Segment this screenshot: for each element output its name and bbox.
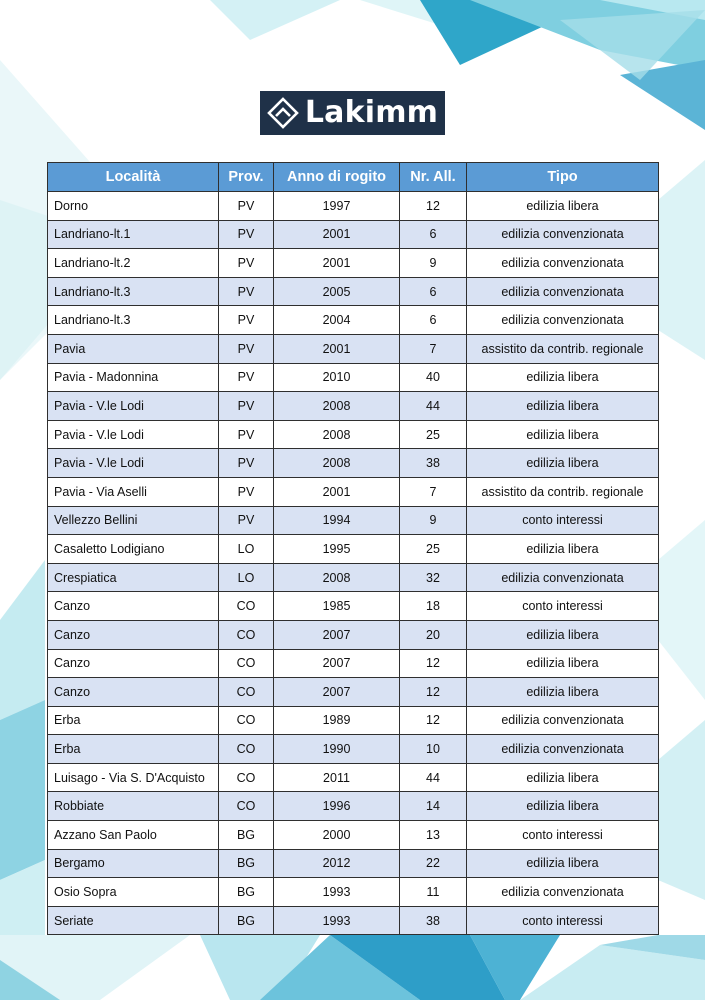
table-header bbox=[48, 163, 659, 192]
table-row bbox=[48, 392, 659, 421]
cell-prov: PV bbox=[219, 277, 274, 306]
cell-anno: 2008 bbox=[274, 392, 400, 421]
cell-tipo: edilizia libera bbox=[467, 449, 659, 478]
cell-nr-all: 38 bbox=[400, 906, 467, 935]
cell-tipo: edilizia libera bbox=[467, 849, 659, 878]
cell-prov: BG bbox=[219, 849, 274, 878]
cell-nr-all: 40 bbox=[400, 363, 467, 392]
cell-anno: 2011 bbox=[274, 763, 400, 792]
cell-prov: BG bbox=[219, 821, 274, 850]
cell-nr-all: 13 bbox=[400, 821, 467, 850]
cell-anno: 1995 bbox=[274, 535, 400, 564]
cell-tipo: edilizia libera bbox=[467, 649, 659, 678]
cell-nr-all: 10 bbox=[400, 735, 467, 764]
cell-nr-all: 6 bbox=[400, 220, 467, 249]
table-row bbox=[48, 506, 659, 535]
cell-prov: LO bbox=[219, 563, 274, 592]
brand-logo bbox=[260, 91, 445, 135]
cell-tipo: edilizia libera bbox=[467, 763, 659, 792]
cell-tipo: assistito da contrib. regionale bbox=[467, 477, 659, 506]
cell-localita: Dorno bbox=[48, 192, 219, 221]
cell-nr-all: 12 bbox=[400, 649, 467, 678]
cell-prov: BG bbox=[219, 878, 274, 907]
cell-anno: 2008 bbox=[274, 563, 400, 592]
cell-localita: Osio Sopra bbox=[48, 878, 219, 907]
table-row bbox=[48, 906, 659, 935]
table-row bbox=[48, 192, 659, 221]
cell-prov: CO bbox=[219, 706, 274, 735]
cell-tipo: edilizia convenzionata bbox=[467, 220, 659, 249]
cell-nr-all: 7 bbox=[400, 477, 467, 506]
cell-tipo: assistito da contrib. regionale bbox=[467, 334, 659, 363]
table-row bbox=[48, 821, 659, 850]
cell-anno: 1997 bbox=[274, 192, 400, 221]
cell-anno: 1993 bbox=[274, 906, 400, 935]
cell-localita: Azzano San Paolo bbox=[48, 821, 219, 850]
cell-localita: Casaletto Lodigiano bbox=[48, 535, 219, 564]
cell-prov: PV bbox=[219, 506, 274, 535]
cell-tipo: conto interessi bbox=[467, 506, 659, 535]
cell-prov: BG bbox=[219, 906, 274, 935]
cell-tipo: edilizia libera bbox=[467, 192, 659, 221]
table-row bbox=[48, 678, 659, 707]
cell-tipo: edilizia libera bbox=[467, 535, 659, 564]
cell-nr-all: 9 bbox=[400, 506, 467, 535]
cell-anno: 2010 bbox=[274, 363, 400, 392]
cell-anno: 2007 bbox=[274, 649, 400, 678]
cell-anno: 2007 bbox=[274, 620, 400, 649]
cell-nr-all: 32 bbox=[400, 563, 467, 592]
cell-anno: 2004 bbox=[274, 306, 400, 335]
cell-anno: 2012 bbox=[274, 849, 400, 878]
header-anno: Anno di rogito bbox=[274, 163, 400, 192]
cell-nr-all: 20 bbox=[400, 620, 467, 649]
cell-prov: CO bbox=[219, 792, 274, 821]
cell-nr-all: 6 bbox=[400, 277, 467, 306]
cell-nr-all: 14 bbox=[400, 792, 467, 821]
cell-nr-all: 25 bbox=[400, 535, 467, 564]
cell-anno: 2008 bbox=[274, 449, 400, 478]
cell-nr-all: 12 bbox=[400, 678, 467, 707]
table-row bbox=[48, 420, 659, 449]
cell-prov: PV bbox=[219, 477, 274, 506]
cell-nr-all: 25 bbox=[400, 420, 467, 449]
cell-tipo: edilizia libera bbox=[467, 620, 659, 649]
cell-nr-all: 38 bbox=[400, 449, 467, 478]
table-row bbox=[48, 706, 659, 735]
cell-localita: Pavia bbox=[48, 334, 219, 363]
cell-tipo: edilizia libera bbox=[467, 392, 659, 421]
table-row bbox=[48, 535, 659, 564]
cell-anno: 2001 bbox=[274, 334, 400, 363]
cell-localita: Landriano-lt.3 bbox=[48, 277, 219, 306]
table-row bbox=[48, 735, 659, 764]
cell-localita: Landriano-lt.3 bbox=[48, 306, 219, 335]
header-tipo: Tipo bbox=[467, 163, 659, 192]
header-prov: Prov. bbox=[219, 163, 274, 192]
cell-nr-all: 9 bbox=[400, 249, 467, 278]
table-row bbox=[48, 249, 659, 278]
table-row bbox=[48, 649, 659, 678]
cell-nr-all: 44 bbox=[400, 392, 467, 421]
cell-tipo: edilizia convenzionata bbox=[467, 563, 659, 592]
cell-tipo: conto interessi bbox=[467, 592, 659, 621]
cell-tipo: edilizia libera bbox=[467, 420, 659, 449]
cell-localita: Canzo bbox=[48, 678, 219, 707]
cell-anno: 2007 bbox=[274, 678, 400, 707]
cell-tipo: edilizia libera bbox=[467, 792, 659, 821]
cell-tipo: conto interessi bbox=[467, 821, 659, 850]
cell-prov: PV bbox=[219, 249, 274, 278]
cell-localita: Crespiatica bbox=[48, 563, 219, 592]
cell-prov: CO bbox=[219, 592, 274, 621]
cell-prov: PV bbox=[219, 420, 274, 449]
table-row bbox=[48, 449, 659, 478]
cell-tipo: edilizia libera bbox=[467, 678, 659, 707]
cell-prov: CO bbox=[219, 678, 274, 707]
cell-nr-all: 11 bbox=[400, 878, 467, 907]
table-row bbox=[48, 563, 659, 592]
cell-anno: 1990 bbox=[274, 735, 400, 764]
cell-tipo: edilizia convenzionata bbox=[467, 706, 659, 735]
cell-prov: PV bbox=[219, 392, 274, 421]
cell-anno: 1996 bbox=[274, 792, 400, 821]
cell-tipo: edilizia libera bbox=[467, 363, 659, 392]
header-localita: Località bbox=[48, 163, 219, 192]
cell-localita: Luisago - Via S. D'Acquisto bbox=[48, 763, 219, 792]
cell-localita: Pavia - V.le Lodi bbox=[48, 449, 219, 478]
cell-localita: Canzo bbox=[48, 649, 219, 678]
cell-localita: Bergamo bbox=[48, 849, 219, 878]
cell-prov: CO bbox=[219, 649, 274, 678]
table-row bbox=[48, 363, 659, 392]
cell-anno: 2005 bbox=[274, 277, 400, 306]
table-row bbox=[48, 792, 659, 821]
cell-localita: Pavia - Madonnina bbox=[48, 363, 219, 392]
table-row bbox=[48, 277, 659, 306]
cell-nr-all: 7 bbox=[400, 334, 467, 363]
cell-prov: CO bbox=[219, 763, 274, 792]
table-row bbox=[48, 620, 659, 649]
cell-localita: Pavia - V.le Lodi bbox=[48, 392, 219, 421]
cell-localita: Pavia - Via Aselli bbox=[48, 477, 219, 506]
cell-nr-all: 44 bbox=[400, 763, 467, 792]
table-row bbox=[48, 477, 659, 506]
brand-name: Lakimm bbox=[304, 95, 439, 130]
cell-tipo: edilizia convenzionata bbox=[467, 735, 659, 764]
cell-nr-all: 6 bbox=[400, 306, 467, 335]
cell-tipo: edilizia convenzionata bbox=[467, 878, 659, 907]
table-body bbox=[48, 192, 659, 935]
cell-tipo: edilizia convenzionata bbox=[467, 277, 659, 306]
cell-localita: Canzo bbox=[48, 592, 219, 621]
cell-localita: Pavia - V.le Lodi bbox=[48, 420, 219, 449]
cell-localita: Landriano-lt.2 bbox=[48, 249, 219, 278]
cell-prov: PV bbox=[219, 363, 274, 392]
cell-prov: CO bbox=[219, 735, 274, 764]
cell-localita: Erba bbox=[48, 735, 219, 764]
cell-prov: PV bbox=[219, 334, 274, 363]
cell-localita: Canzo bbox=[48, 620, 219, 649]
cell-prov: CO bbox=[219, 620, 274, 649]
cell-tipo: edilizia convenzionata bbox=[467, 249, 659, 278]
cell-nr-all: 12 bbox=[400, 192, 467, 221]
properties-table bbox=[47, 162, 659, 935]
cell-nr-all: 22 bbox=[400, 849, 467, 878]
cell-nr-all: 12 bbox=[400, 706, 467, 735]
cell-anno: 2001 bbox=[274, 477, 400, 506]
cell-prov: PV bbox=[219, 220, 274, 249]
header-nr-all: Nr. All. bbox=[400, 163, 467, 192]
table-row bbox=[48, 849, 659, 878]
cell-anno: 1993 bbox=[274, 878, 400, 907]
cell-anno: 2001 bbox=[274, 220, 400, 249]
cell-prov: LO bbox=[219, 535, 274, 564]
table-row bbox=[48, 334, 659, 363]
table-row bbox=[48, 592, 659, 621]
table-row bbox=[48, 763, 659, 792]
table-row bbox=[48, 878, 659, 907]
cell-localita: Robbiate bbox=[48, 792, 219, 821]
diamond-house-icon bbox=[267, 97, 299, 129]
cell-prov: PV bbox=[219, 306, 274, 335]
table-row bbox=[48, 220, 659, 249]
cell-tipo: edilizia convenzionata bbox=[467, 306, 659, 335]
cell-anno: 2000 bbox=[274, 821, 400, 850]
cell-anno: 2008 bbox=[274, 420, 400, 449]
table-row bbox=[48, 306, 659, 335]
cell-tipo: conto interessi bbox=[467, 906, 659, 935]
cell-localita: Erba bbox=[48, 706, 219, 735]
cell-localita: Vellezzo Bellini bbox=[48, 506, 219, 535]
cell-anno: 1989 bbox=[274, 706, 400, 735]
cell-anno: 1985 bbox=[274, 592, 400, 621]
header-row bbox=[48, 163, 659, 192]
cell-localita: Landriano-lt.1 bbox=[48, 220, 219, 249]
cell-nr-all: 18 bbox=[400, 592, 467, 621]
cell-anno: 1994 bbox=[274, 506, 400, 535]
cell-localita: Seriate bbox=[48, 906, 219, 935]
cell-anno: 2001 bbox=[274, 249, 400, 278]
cell-prov: PV bbox=[219, 449, 274, 478]
cell-prov: PV bbox=[219, 192, 274, 221]
